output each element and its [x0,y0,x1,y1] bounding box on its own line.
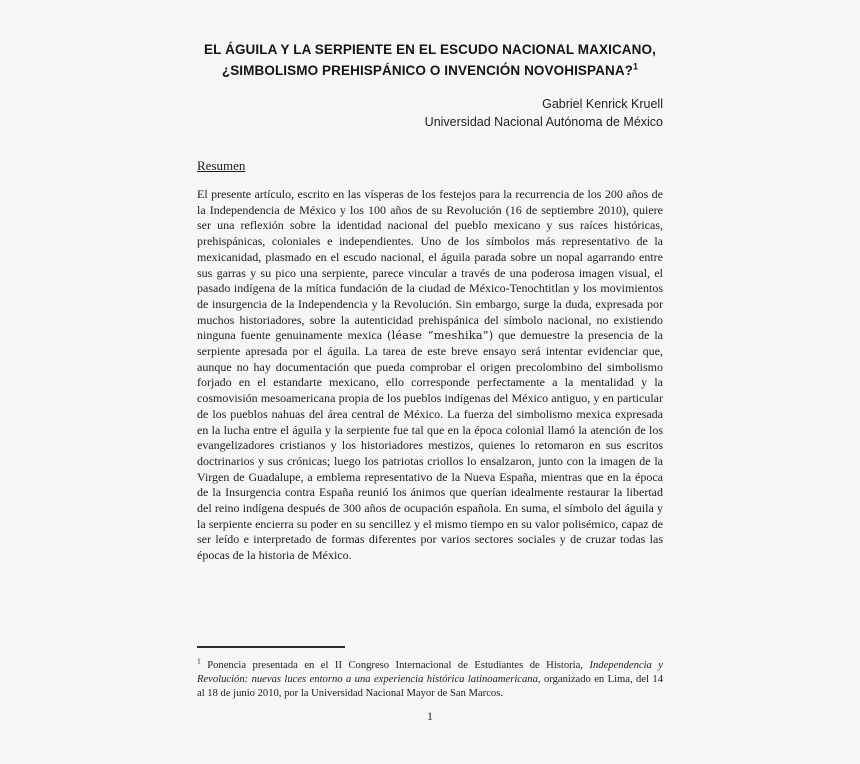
abstract-heading: Resumen [197,158,246,173]
byline [197,96,663,131]
footnote-ref: 1 [197,656,201,666]
abstract-text-part2: que demuestre la presencia de la serpiente apresada por el águila. La tarea de este breve ensayo será intentar evidenciar que, aunque no hay documentación que pueda comprobar el origen precolombino del simbolismo forjado en el estandarte mexicano, ello corresponde perfectamente a la mentalidad y la cosmovisión mesoamericana propia de los pueblos indígenas del México antiguo, y en particular de los pueblos nahuas del área central de México. La fuerza del simbolismo mexica expresada en la lucha entre el águila y la serpiente fue tal que en la época colonial llamó la atención de los evangelizadores cristianos y los historiadores mestizos, quienes lo retomaron en sus escritos doctrinarios y sus crónicas; luego los patriotas criollos lo ensalzaron, junto con la imagen de la Virgen de Guadalupe, a emblema representativo de la Nueva España, mientras que en la época de la Insurgencia contra España reunió los ánimos que querían idealmente restaurar la libertad del reino indígena después de 300 años de ocupación española. En suma, el símbolo del águila y la serpiente encierra su poder en su sencillez y el mismo tiempo en su valor polisémico, capaz de ser leído e interpretado de formas diferentes por varios sectores sociales y de cruzar todas las épocas de la historia de México. [197,328,663,563]
paper-header [197,39,663,131]
paper-title-line2: ¿SIMBOLISMO PREHISPÁNICO O INVENCIÓN NOVOHISPANA? [221,63,634,78]
footnote-section [197,646,663,711]
page-number: 1 [427,709,433,723]
author-name: Gabriel Kenrick Kruell [542,97,663,111]
footnote-text-part1: Ponencia presentada en el II Congreso Internacional de Estudiantes de Historia, [200,659,590,671]
paper-title-line1: EL ÁGUILA Y LA SERPIENTE EN EL ESCUDO NACIONAL MAXICANO, [204,42,656,57]
title-footnote-ref: 1 [633,61,639,72]
abstract-section [197,158,663,576]
abstract-paragraph [197,187,663,564]
footnote-separator [197,646,345,648]
footnote-text-italic: Independencia y Revolución: nuevas luces entorno a una experiencia histórica latinoamericana [197,659,663,685]
paper-title [197,39,663,81]
abstract-text-alt-font: (léase “meshika”) [386,329,494,343]
footnote-text-part2: , organizado en Lima, del 14 al 18 de junio 2010, por la Universidad Nacional Mayor de San Marcos. [197,673,663,699]
author-affiliation: Universidad Nacional Autónoma de México [424,114,663,129]
footnote-text [197,656,663,701]
abstract-text-part1: El presente artículo, escrito en las vísperas de los festejos para la recurrencia de los 200 años de la Independencia de México y los 100 años de su Revolución (16 de septiembre 2010), quiere ser una reflexión sobre la identidad nacional del pueblo mexicano y sus raíces históricas, prehispánicas, coloniales e independientes. Uno de los símbolos más representativo de la mexicanidad, plasmado en el escudo nacional, el águila parada sobre un nopal agarrando entre sus garras y su pico una serpiente, parece vincular a través de una poderosa imagen visual, el pasado indígena de la mítica fundación de la ciudad de México-Tenochtitlan y los movimientos de insurgencia de la Independencia y la Revolución. Sin embargo, surge la duda, expresada por muchos historiadores, sobre la autenticidad prehispánica del símbolo nacional, no existiendo ninguna fuente genuinamente mexica [197,187,663,343]
